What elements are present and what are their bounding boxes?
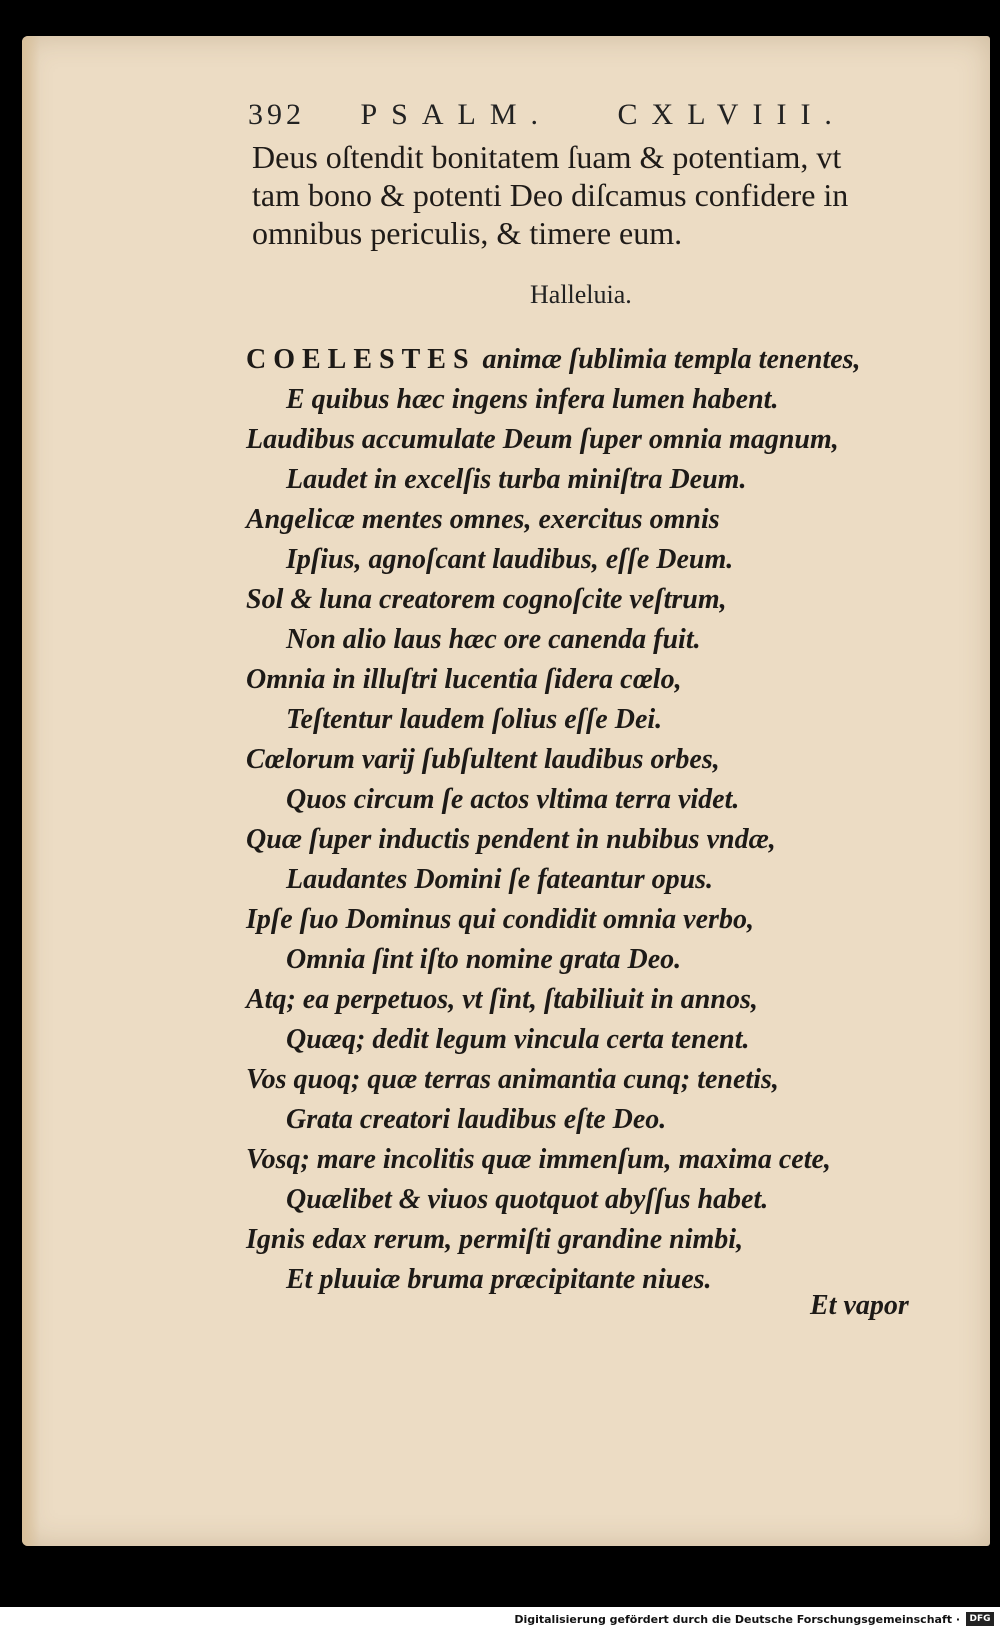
poem-line: Quælibet & viuos quotquot abyſſus habet. (286, 1184, 769, 1215)
catchword: Et vapor (810, 1290, 909, 1321)
poem-line (246, 340, 946, 380)
prose-line: omnibus periculis, & timere eum. (252, 215, 683, 251)
poem-line: Ipſe ſuo Dominus qui condidit omnia verbo, (246, 904, 754, 935)
poem-line: Atq; ea perpetuos, vt ſint, ſtabiliuit in annos, (246, 984, 758, 1015)
poem-line: Teſtentur laudem ſolius eſſe Dei. (286, 704, 663, 735)
poem-line: Grata creatori laudibus eſte Deo. (286, 1104, 667, 1135)
poem-line: E quibus hæc ingens infera lumen habent. (286, 384, 779, 415)
page-number: 392 (248, 98, 305, 131)
poem-line: Sol & luna creatorem cognoſcite veſtrum, (246, 584, 727, 615)
poem-line: Quæ ſuper inductis pendent in nubibus vndæ, (246, 824, 776, 855)
poem-line: Omnia in illuſtri lucentia ſidera cœlo, (246, 664, 682, 695)
poem-line: Ignis edax rerum, permiſti grandine nimbi, (246, 1224, 744, 1255)
hallelujah-heading: Halleluia. (530, 280, 632, 309)
running-header (248, 98, 888, 132)
poem-line: Ipſius, agnoſcant laudibus, eſſe Deum. (286, 544, 734, 575)
poem-line: Laudantes Domini ſe fateantur opus. (286, 864, 714, 895)
psalm-number: CXLVIII. (617, 98, 846, 131)
dfg-logo-icon: DFG (966, 1612, 994, 1626)
poem-line: Quos circum ſe actos vltima terra videt. (286, 784, 740, 815)
poem-line: Angelicæ mentes omnes, exercitus omnis (246, 504, 720, 535)
prose-line: tam bono & potenti Deo diſcamus confidere in (252, 177, 849, 213)
funding-notice: Digitalisierung gefördert durch die Deutsche Forschungsgemeinschaft · (514, 1613, 960, 1626)
poem-initial-word: COELESTES (246, 344, 476, 375)
psalm-poem (246, 340, 946, 1300)
poem-line: Quæq; dedit legum vincula certa tenent. (286, 1024, 750, 1055)
poem-line: Vosq; mare incolitis quæ immenſum, maxima cete, (246, 1144, 831, 1175)
page-edge (22, 36, 40, 1546)
poem-line: Vos quoq; quæ terras animantia cunq; tenetis, (246, 1064, 779, 1095)
prose-paragraph (252, 138, 942, 252)
poem-line: Cœlorum varij ſubſultent laudibus orbes, (246, 744, 720, 775)
running-title: PSALM. (360, 98, 553, 131)
poem-line: Et pluuiæ bruma præcipitante niues. (286, 1264, 712, 1295)
prose-line: Deus oſtendit bonitatem ſuam & potentiam, vt (252, 139, 842, 175)
poem-first-line-text: animæ ſublimia templa tenentes, (482, 344, 861, 375)
poem-line: Laudet in excelſis turba miniſtra Deum. (286, 464, 747, 495)
poem-line: Laudibus accumulate Deum ſuper omnia magnum, (246, 424, 839, 455)
footer-bar (0, 1607, 1000, 1629)
poem-line: Omnia ſint iſto nomine grata Deo. (286, 944, 682, 975)
poem-line: Non alio laus hæc ore canenda fuit. (286, 624, 701, 655)
